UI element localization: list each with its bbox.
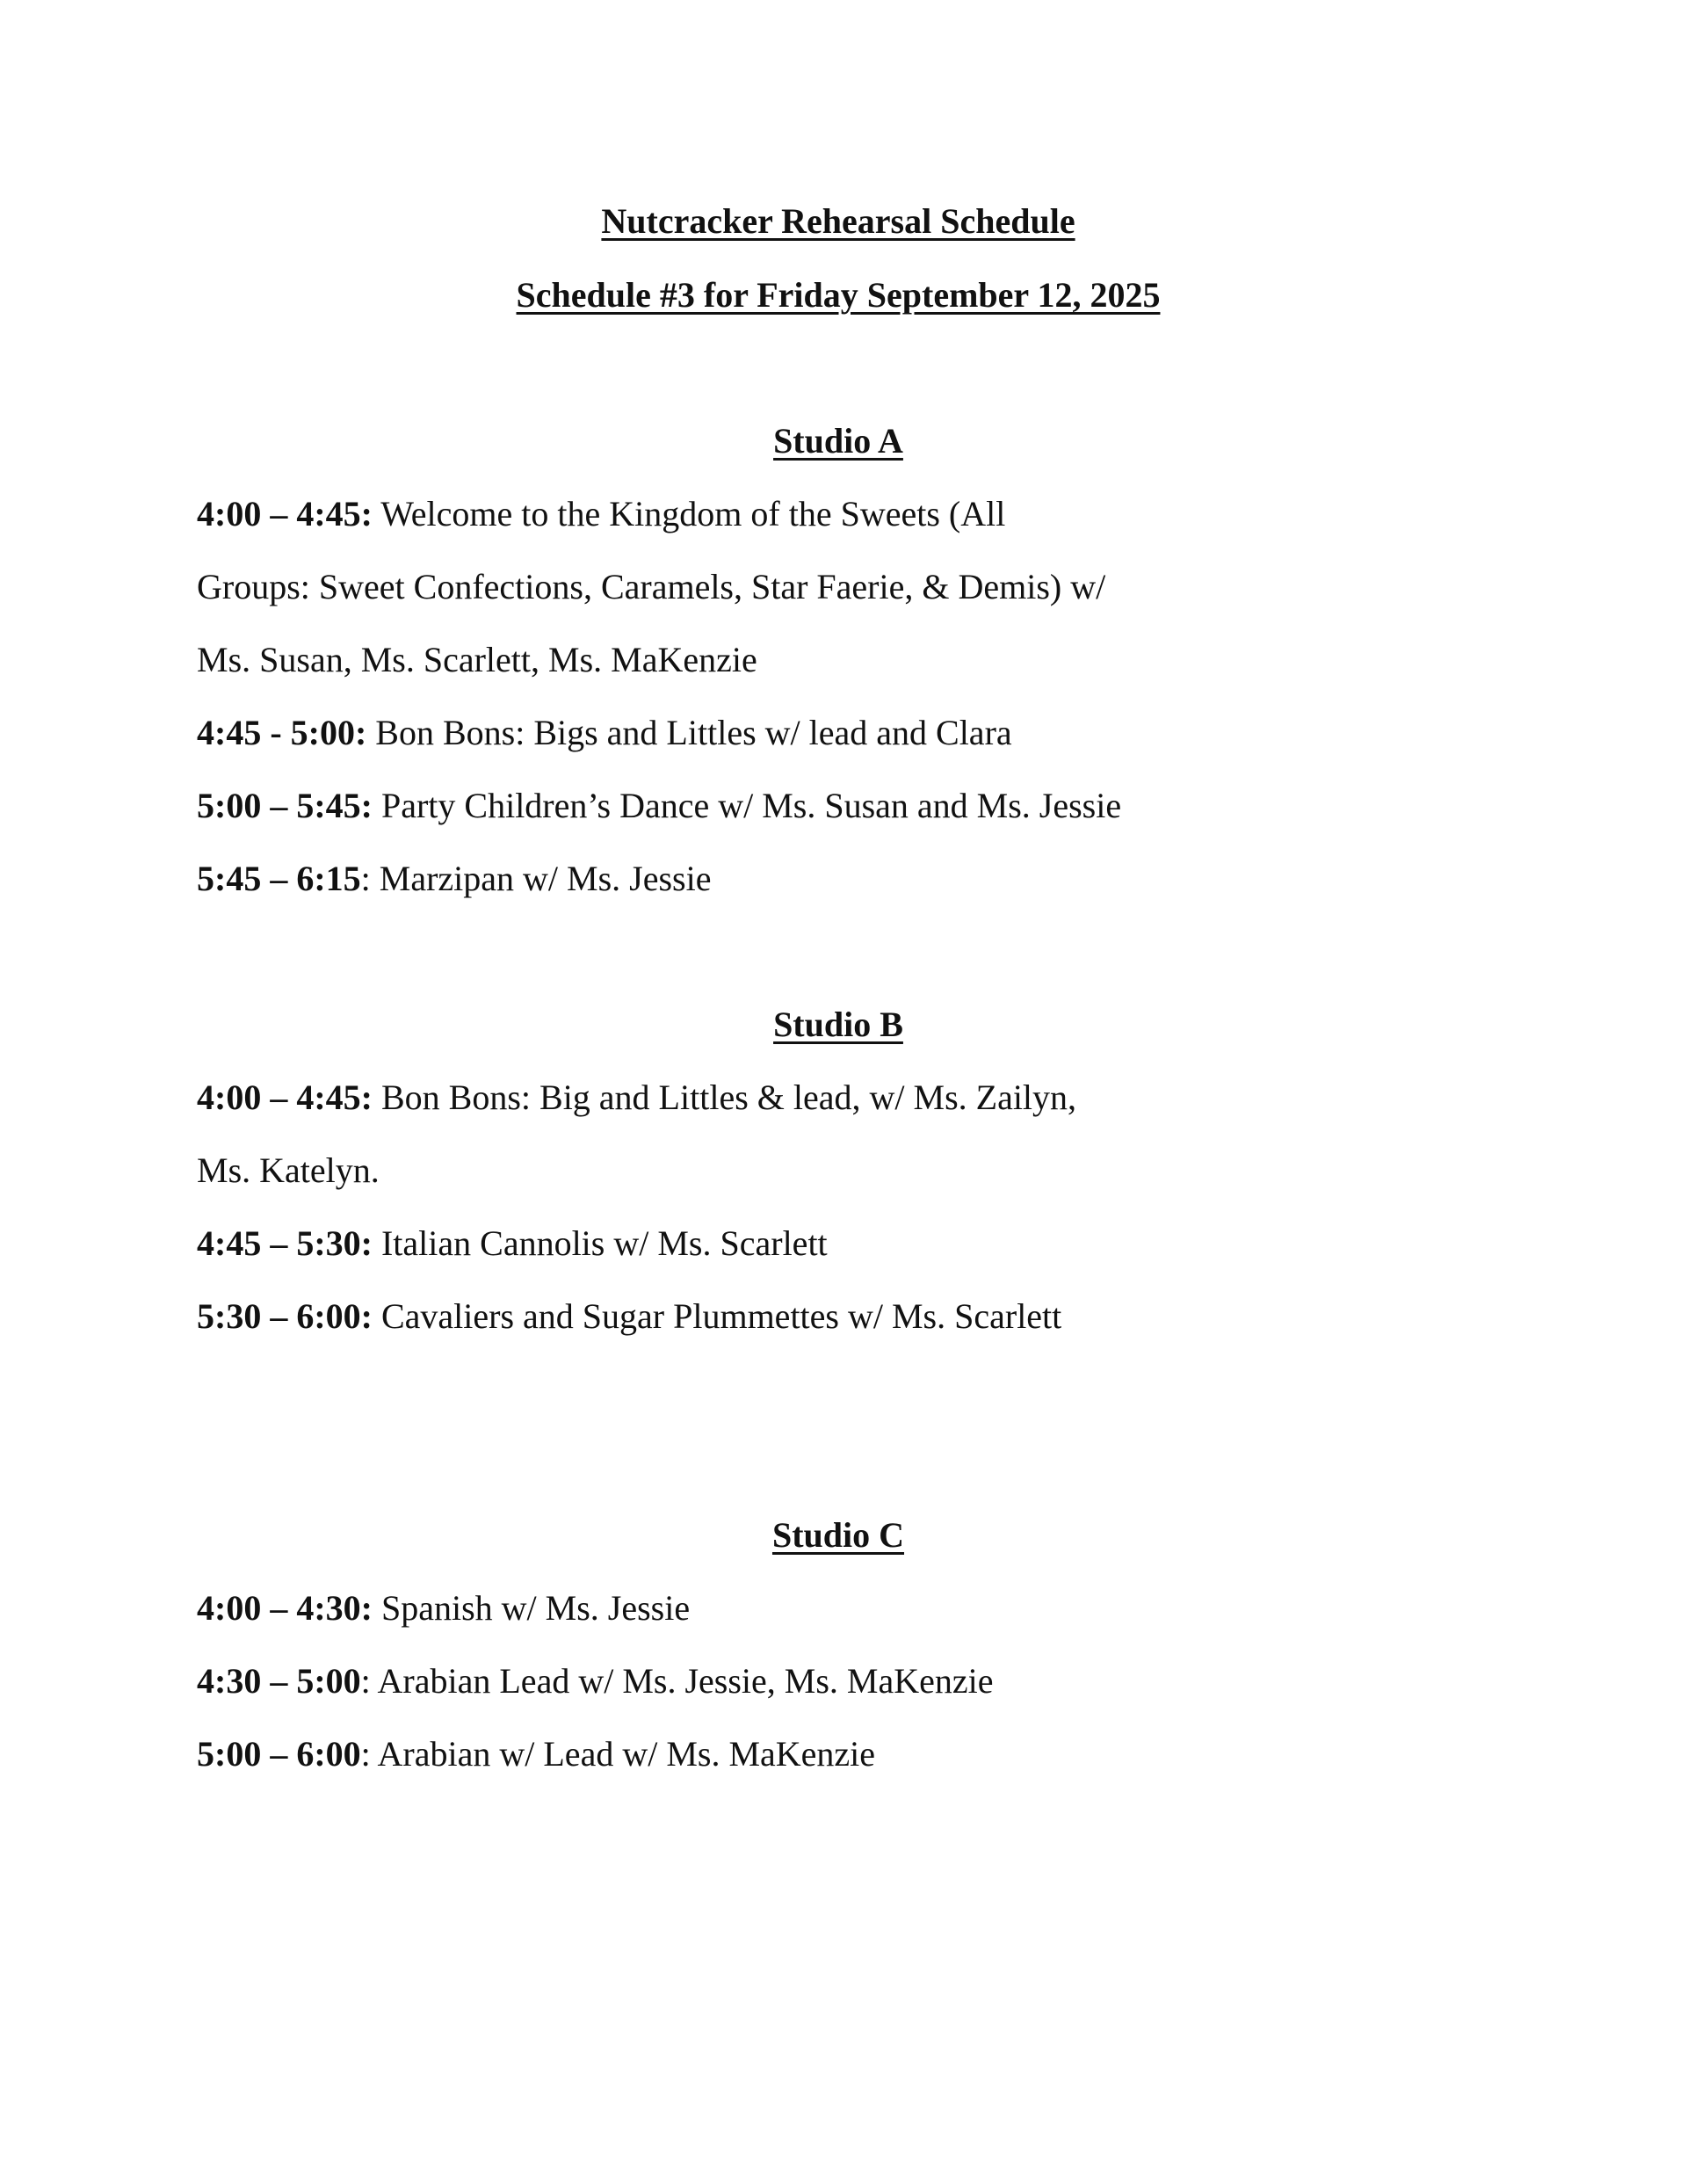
document-title: Nutcracker Rehearsal Schedule (601, 201, 1075, 241)
time-label: 4:00 – 4:45: (197, 1077, 373, 1117)
studio-b-line-1 (197, 1077, 1515, 1119)
time-label: 5:00 – 5:45: (197, 786, 373, 825)
activity-text: : Arabian w/ Lead w/ Ms. MaKenzie (360, 1734, 876, 1774)
activity-text: Ms. Katelyn. (197, 1150, 380, 1190)
activity-text: Spanish w/ Ms. Jessie (372, 1588, 691, 1628)
activity-text: Ms. Susan, Ms. Scarlett, Ms. MaKenzie (197, 640, 757, 679)
activity-text: Party Children’s Dance w/ Ms. Susan and Ms. Jessie (372, 786, 1122, 825)
activity-text: Cavaliers and Sugar Plummettes w/ Ms. Scarlett (372, 1296, 1062, 1336)
time-label: 5:45 – 6:15 (197, 859, 361, 898)
time-label: 5:30 – 6:00: (197, 1296, 373, 1336)
time-label: 4:30 – 5:00 (197, 1661, 361, 1701)
studio-a-heading: Studio A (773, 421, 903, 461)
time-label: 4:45 – 5:30: (197, 1223, 373, 1263)
studio-b-line-3 (197, 1223, 1515, 1265)
activity-text: Italian Cannolis w/ Ms. Scarlett (372, 1223, 828, 1263)
activity-text: Groups: Sweet Confections, Caramels, Star Faerie, & Demis) w/ (197, 567, 1106, 606)
studio-a-line-5 (197, 785, 1515, 827)
studio-c-heading: Studio C (771, 1515, 905, 1555)
studio-a-line-2 (197, 566, 1515, 608)
studio-c-line-2 (197, 1660, 1515, 1702)
activity-text: Welcome to the Kingdom of the Sweets (All (372, 494, 1006, 533)
studio-b-line-2 (197, 1150, 1515, 1192)
time-label: 5:00 – 6:00 (197, 1734, 361, 1774)
time-label: 4:45 - 5:00: (197, 713, 367, 752)
time-label: 4:00 – 4:45: (197, 494, 373, 533)
document-subtitle: Schedule #3 for Friday September 12, 2025 (516, 275, 1161, 315)
activity-text: Bon Bons: Bigs and Littles w/ lead and Clara (366, 713, 1012, 752)
studio-b-heading: Studio B (773, 1005, 903, 1044)
studio-c-line-3 (197, 1733, 1515, 1775)
activity-text: : Marzipan w/ Ms. Jessie (360, 859, 712, 898)
studio-a-line-6 (197, 858, 1515, 900)
studio-c-line-1 (197, 1587, 1515, 1629)
time-label: 4:00 – 4:30: (197, 1588, 373, 1628)
activity-text: : Arabian Lead w/ Ms. Jessie, Ms. MaKenzie (360, 1661, 994, 1701)
activity-text: Bon Bons: Big and Littles & lead, w/ Ms. Zailyn, (372, 1077, 1077, 1117)
studio-b-line-4 (197, 1295, 1515, 1338)
studio-a-line-1 (197, 493, 1515, 535)
studio-a-line-4 (197, 712, 1515, 754)
studio-a-line-3 (197, 639, 1515, 681)
